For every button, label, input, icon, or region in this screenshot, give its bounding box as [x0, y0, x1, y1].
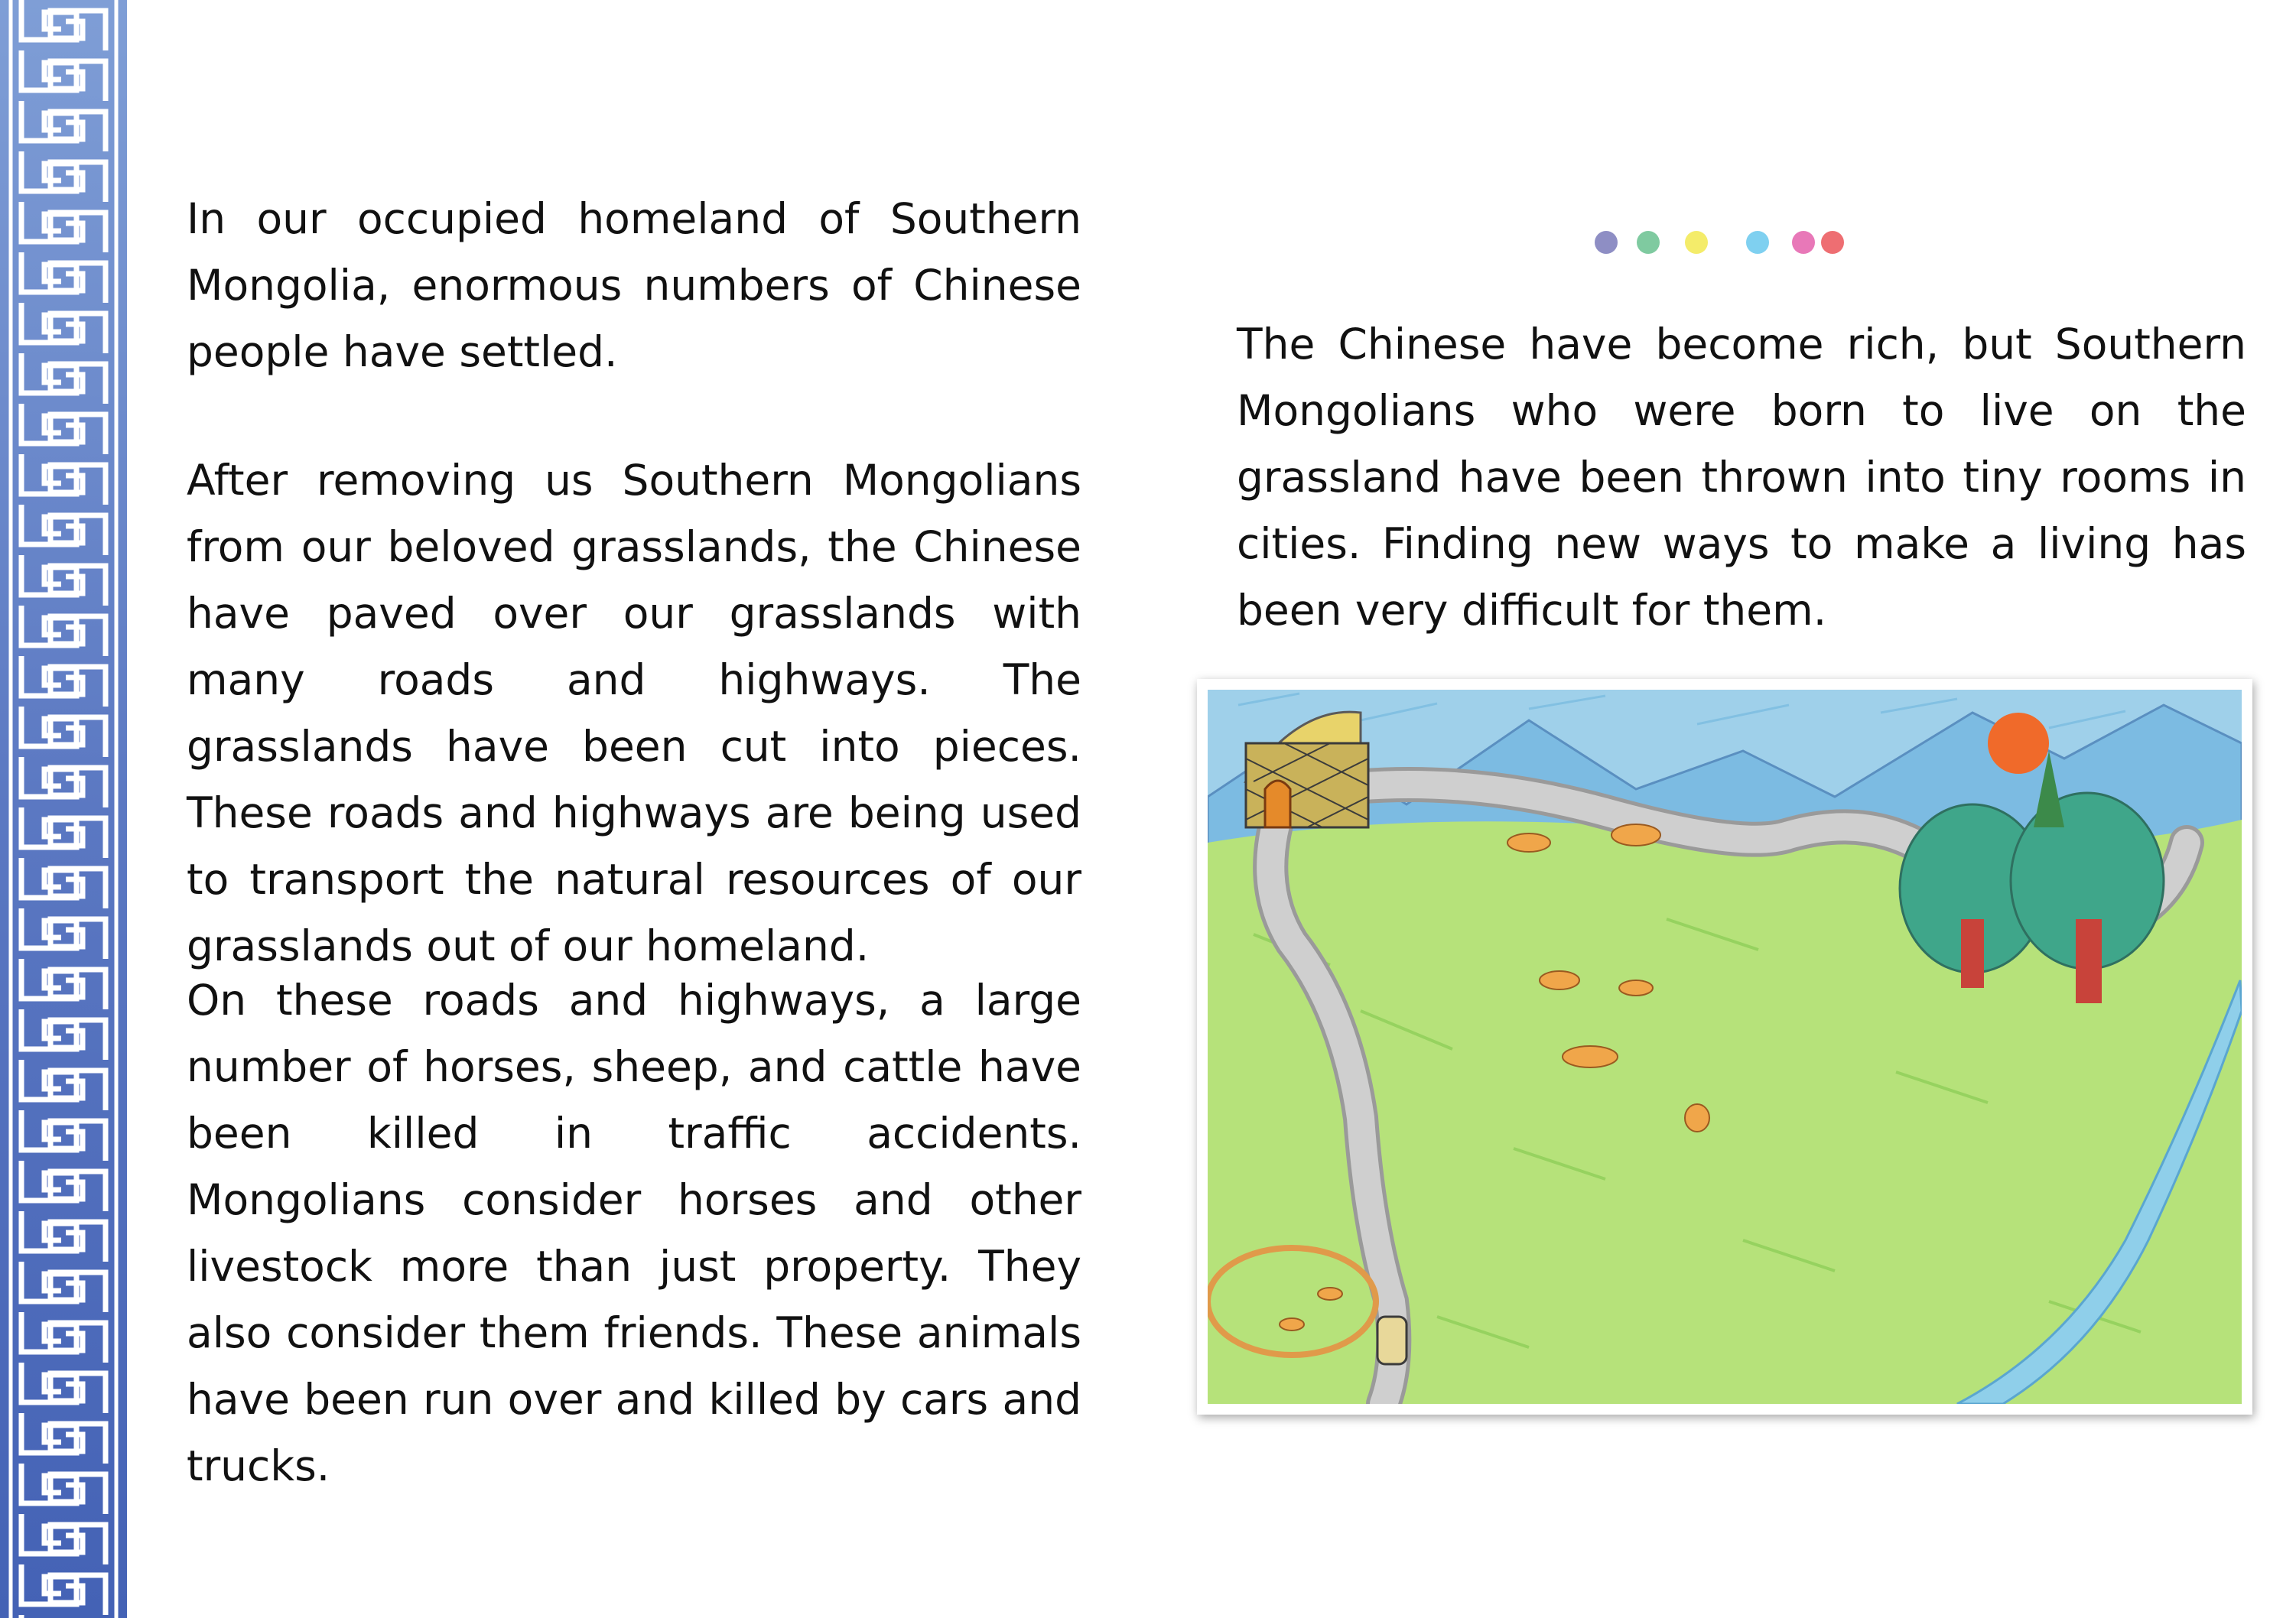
greek-key-border — [0, 0, 127, 1618]
paragraph-homeland-settlement: In our occupied homeland of Southern Mongolia, enormous numbers of Chinese people have settled. — [187, 194, 1081, 376]
dot-red — [1821, 231, 1844, 254]
dot-green — [1637, 231, 1660, 254]
paragraph-roads-highways: After removing us Southern Mongolians from our beloved grasslands, the Chinese have paved over our grasslands with many roads and highways. The grasslands have been cut into pieces. These roads and highways are being used to transport the natural resources of our grasslands out of our homeland. — [187, 456, 1081, 970]
childs-drawing-illustration — [1197, 679, 2252, 1415]
paragraph-cities: The Chinese have become rich, but Southern Mongolians who were born to live on the grassland have been thrown into tiny rooms in cities. Finding new ways to make a living has been very difficult for them. — [1237, 320, 2246, 635]
paragraph-livestock-accidents: On these roads and highways, a large number of horses, sheep, and cattle have been killed in traffic accidents. Mongolians consider horses and other livestock more than just property. They also consider them friends. These animals have been run over and killed by cars and trucks. — [187, 976, 1081, 1490]
decorative-dots — [1595, 229, 1862, 255]
dot-pink — [1792, 231, 1815, 254]
dot-purple — [1595, 231, 1618, 254]
drawing-canvas — [1208, 690, 2242, 1404]
dot-yellow — [1685, 231, 1708, 254]
dot-blue — [1746, 231, 1769, 254]
car — [1377, 1317, 1407, 1364]
